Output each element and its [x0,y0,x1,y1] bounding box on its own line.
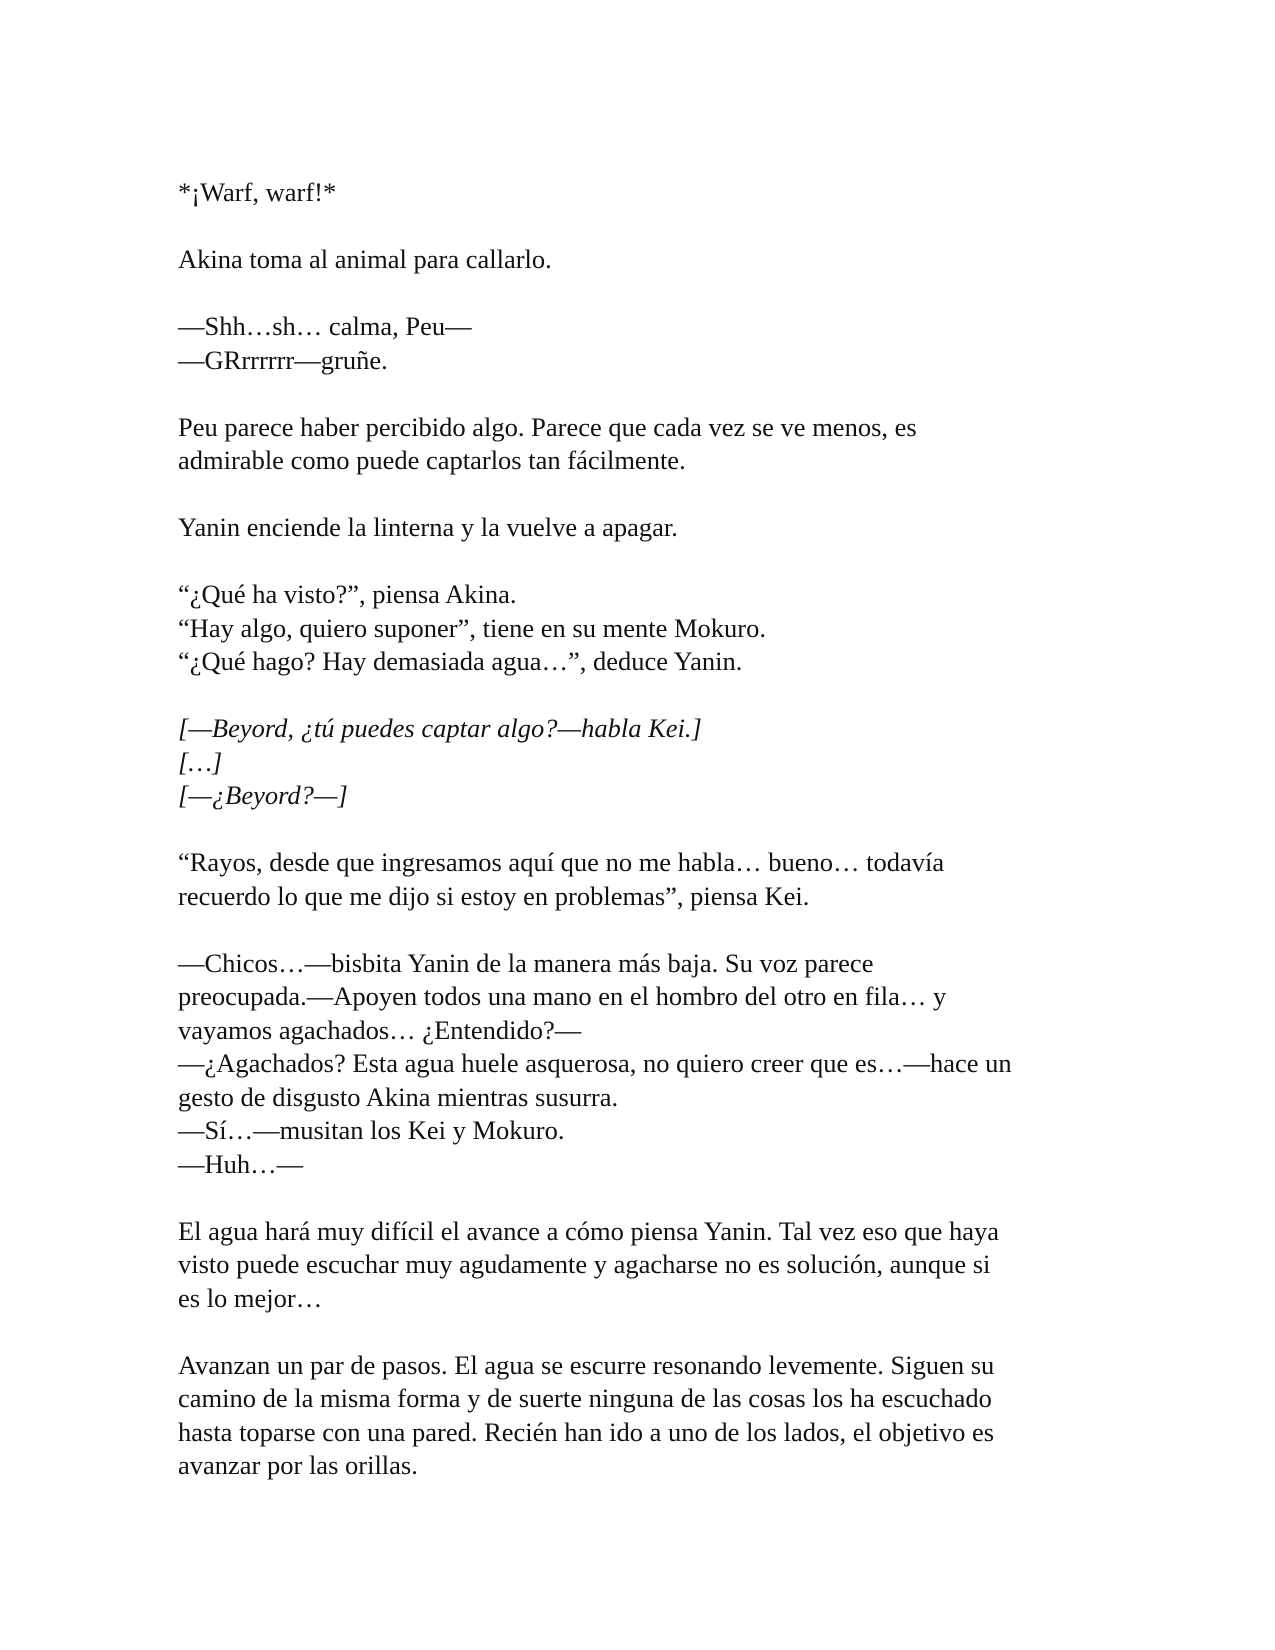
text-line: *¡Warf, warf!* [178,177,337,207]
paragraph [178,511,1108,545]
dialogue-line: gesto de disgusto Akina mientras susurra. [178,1081,619,1112]
paragraph [178,243,1108,277]
text-line: El agua hará muy difícil el avance a cómo piensa Yanin. Tal vez eso que haya [178,1215,1000,1246]
text-line: Avanzan un par de pasos. El agua se escurre resonando levemente. Siguen su [178,1349,995,1380]
thought-line: “¿Qué hago? Hay demasiada agua…”, deduce Yanin. [178,646,743,676]
text-line: Peu parece haber percibido algo. Parece que cada vez se ve menos, es [178,411,917,442]
dialogue-line: —Sí…—musitan los Kei y Mokuro. [178,1115,565,1145]
telepathy-line: [—Beyord, ¿tú puedes captar algo?—habla Kei.] [178,713,702,743]
dialogue-paragraph [178,947,1108,1182]
dialogue-line: —¿Agachados? Esta agua huele asquerosa, no quiero creer que es…—hace un [178,1048,1012,1078]
paragraph [178,1215,1108,1316]
dialogue-line: —Chicos…—bisbita Yanin de la manera más baja. Su voz parece [178,947,874,978]
paragraph [178,846,1108,913]
paragraph [178,1349,1108,1483]
paragraph [178,176,1108,210]
dialogue-paragraph [178,310,1108,377]
text-line: es lo mejor… [178,1282,323,1313]
text-line: avanzar por las orillas. [178,1450,418,1480]
text-line: camino de la misma forma y de suerte ninguna de las cosas los ha escuchado [178,1383,992,1413]
telepathy-line: […] [178,746,223,777]
thought-line: “¿Qué ha visto?”, piensa Akina. [178,579,517,609]
dialogue-line: —Huh…— [178,1148,304,1179]
dialogue-line: vayamos agachados… ¿Entendido?— [178,1014,582,1045]
dialogue-line: preocupada.—Apoyen todos una mano en el hombro del otro en fila… y [178,981,947,1011]
text-line: Akina toma al animal para callarlo. [178,244,552,274]
dialogue-line: —GRrrrrrr—gruñe. [178,344,388,375]
telepathy-line: [—¿Beyord?—] [178,780,348,810]
text-line: “Rayos, desde que ingresamos aquí que no me habla… bueno… todavía [178,847,945,877]
text-line: admirable como puede captarlos tan fácilmente. [178,445,686,475]
thoughts-paragraph [178,578,1108,679]
text-line: visto puede escuchar muy agudamente y agacharse no es solución, aunque si [178,1249,991,1279]
telepathy-paragraph [178,712,1108,813]
thought-line: “Hay algo, quiero suponer”, tiene en su mente Mokuro. [178,612,766,643]
text-line: Yanin enciende la linterna y la vuelve a apagar. [178,512,678,542]
dialogue-line: —Shh…sh… calma, Peu— [178,311,472,341]
text-line: recuerdo lo que me dijo si estoy en problemas”, piensa Kei. [178,880,810,911]
text-line: hasta toparse con una pared. Recién han ido a uno de los lados, el objetivo es [178,1416,995,1447]
paragraph [178,411,1108,478]
body-text [178,176,1108,1483]
